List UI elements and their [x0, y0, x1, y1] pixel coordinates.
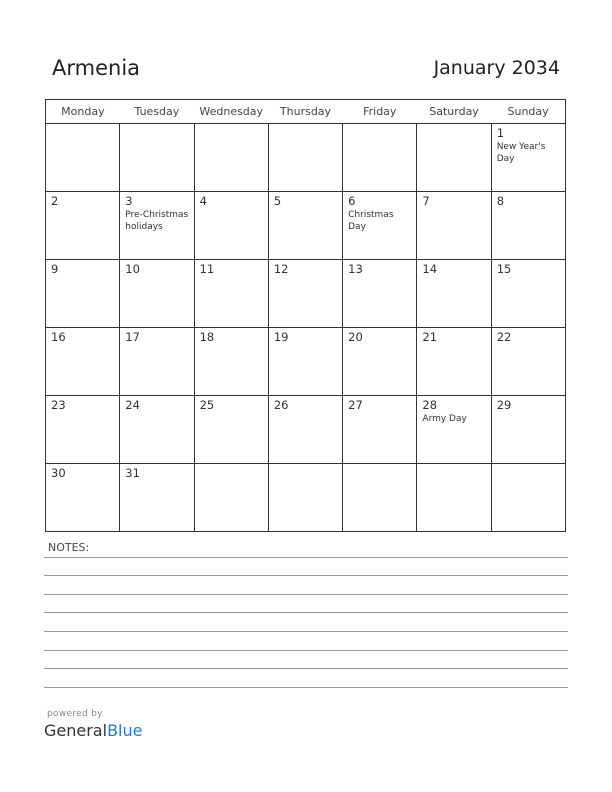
day-cell[interactable]	[120, 124, 194, 192]
notes-line	[44, 687, 568, 688]
calendar-grid	[45, 99, 566, 532]
day-cell[interactable]	[417, 328, 491, 396]
brand-general: General	[44, 721, 108, 740]
day-number: 5	[273, 194, 282, 208]
day-number: 14	[422, 262, 438, 276]
holiday-label: Christmas Day	[348, 210, 394, 232]
day-number: 18	[199, 330, 215, 344]
week-row	[46, 464, 566, 532]
day-number: 9	[51, 262, 59, 276]
day-number: 1	[496, 126, 505, 140]
day-cell[interactable]	[417, 260, 491, 328]
weekday-tuesday: Tuesday	[120, 100, 194, 124]
weekday-monday: Monday	[46, 100, 120, 124]
day-number: 6	[348, 194, 356, 208]
day-number: 8	[496, 194, 505, 208]
day-number: 12	[273, 262, 289, 276]
week-row	[46, 124, 566, 192]
day-cell[interactable]	[120, 260, 194, 328]
day-cell[interactable]	[343, 260, 417, 328]
day-cell[interactable]	[491, 396, 565, 464]
notes-line	[44, 594, 568, 595]
notes-line	[44, 668, 568, 669]
day-number: 26	[273, 398, 289, 412]
holiday-label: Pre-Christmas holidays	[125, 210, 189, 232]
day-cell[interactable]	[268, 464, 342, 532]
day-number: 10	[125, 262, 140, 276]
day-cell[interactable]	[46, 328, 120, 396]
day-cell[interactable]	[491, 328, 565, 396]
week-row	[46, 260, 566, 328]
day-number: 4	[199, 194, 207, 208]
day-cell[interactable]	[491, 260, 565, 328]
day-cell[interactable]	[417, 396, 491, 464]
day-number: 15	[496, 262, 512, 276]
notes-line	[44, 557, 568, 558]
day-cell[interactable]	[46, 464, 120, 532]
day-cell[interactable]	[417, 192, 491, 260]
day-cell[interactable]	[268, 328, 342, 396]
day-cell[interactable]	[343, 124, 417, 192]
day-number: 31	[125, 466, 140, 480]
day-cell[interactable]	[491, 124, 565, 192]
day-number: 11	[199, 262, 215, 276]
weekday-wednesday: Wednesday	[194, 100, 268, 124]
day-cell[interactable]	[194, 328, 268, 396]
day-number: 30	[51, 466, 66, 480]
day-number: 2	[51, 194, 59, 208]
day-cell[interactable]	[417, 464, 491, 532]
day-number: 3	[125, 194, 133, 208]
week-row	[46, 328, 566, 396]
notes-label: NOTES:	[48, 541, 90, 554]
country-title: Armenia	[52, 56, 141, 80]
day-cell[interactable]	[343, 328, 417, 396]
weekday-friday: Friday	[343, 100, 417, 124]
day-number: 24	[125, 398, 140, 412]
day-cell[interactable]	[194, 464, 268, 532]
day-cell[interactable]	[120, 464, 194, 532]
day-cell[interactable]	[46, 260, 120, 328]
weekday-saturday: Saturday	[417, 100, 491, 124]
day-cell[interactable]	[268, 192, 342, 260]
day-cell[interactable]	[268, 124, 342, 192]
holiday-label: Army Day	[422, 414, 467, 424]
day-cell[interactable]	[417, 124, 491, 192]
day-number: 17	[125, 330, 140, 344]
day-cell[interactable]	[343, 192, 417, 260]
weekday-header-row	[46, 100, 566, 124]
day-cell[interactable]	[46, 124, 120, 192]
notes-line	[44, 575, 568, 576]
week-row	[46, 192, 566, 260]
day-cell[interactable]	[343, 396, 417, 464]
notes-line	[44, 650, 568, 651]
day-number: 29	[496, 398, 512, 412]
day-number: 19	[273, 330, 289, 344]
powered-by-text: powered by	[47, 709, 103, 719]
day-number: 28	[422, 398, 438, 412]
day-cell[interactable]	[46, 396, 120, 464]
day-number: 27	[348, 398, 363, 412]
brand-blue: Blue	[107, 721, 143, 740]
day-cell[interactable]	[120, 396, 194, 464]
day-cell[interactable]	[194, 124, 268, 192]
day-cell[interactable]	[491, 464, 565, 532]
month-year-title: January 2034	[433, 57, 560, 79]
day-number: 22	[496, 330, 512, 344]
day-cell[interactable]	[194, 192, 268, 260]
day-cell[interactable]	[268, 260, 342, 328]
weekday-sunday: Sunday	[491, 100, 565, 124]
day-cell[interactable]	[343, 464, 417, 532]
day-cell[interactable]	[120, 328, 194, 396]
day-number: 21	[422, 330, 438, 344]
day-cell[interactable]	[120, 192, 194, 260]
day-number: 7	[422, 194, 430, 208]
day-number: 20	[348, 330, 363, 344]
weekday-thursday: Thursday	[268, 100, 342, 124]
day-cell[interactable]	[491, 192, 565, 260]
day-number: 13	[348, 262, 363, 276]
day-cell[interactable]	[268, 396, 342, 464]
day-number: 25	[199, 398, 215, 412]
day-cell[interactable]	[194, 260, 268, 328]
day-number: 23	[51, 398, 66, 412]
holiday-label: New Year's Day	[496, 142, 546, 164]
notes-line	[44, 612, 568, 613]
day-cell[interactable]	[194, 396, 268, 464]
notes-line	[44, 631, 568, 632]
day-number: 16	[51, 330, 66, 344]
day-cell[interactable]	[46, 192, 120, 260]
week-row	[46, 396, 566, 464]
brand-logo[interactable]	[44, 721, 142, 740]
